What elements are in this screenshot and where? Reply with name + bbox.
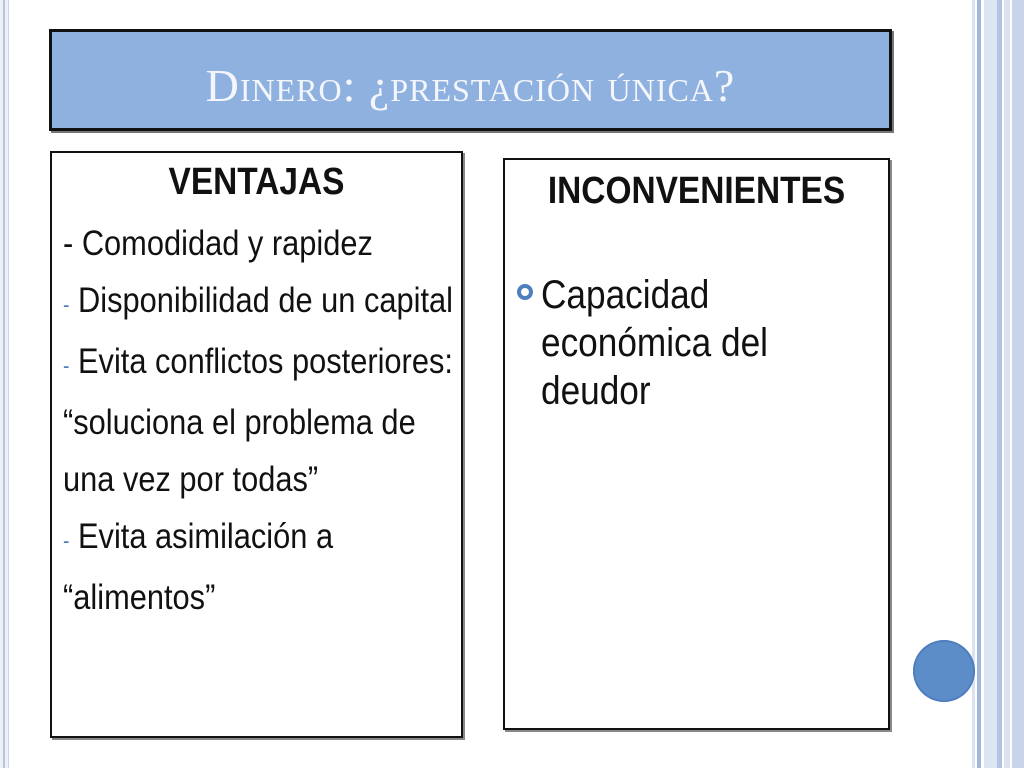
list-item — [63, 508, 455, 626]
stripe — [1004, 0, 1010, 768]
ventajas-box — [50, 151, 463, 738]
ventajas-heading: VENTAJAS — [168, 161, 345, 203]
dash-marker: - — [63, 353, 70, 378]
bullet-item — [517, 271, 871, 415]
stripe — [977, 0, 981, 768]
stripe — [972, 0, 975, 768]
stripe — [997, 0, 1002, 768]
stripe — [984, 0, 997, 768]
dash-marker: - — [63, 224, 74, 263]
ventajas-list — [63, 215, 455, 626]
stripe — [1012, 0, 1024, 768]
ring-bullet-icon — [517, 284, 533, 300]
decorative-circle — [913, 640, 975, 702]
title-banner — [49, 29, 892, 131]
left-decorative-border — [0, 0, 12, 768]
list-item-text: Evita conflictos posteriores: “soluciona el problema de una vez por todas” — [63, 342, 453, 499]
bullet-item-text: Capacidad económica del deudor — [541, 273, 768, 413]
right-decorative-stripes — [972, 0, 1024, 768]
inconvenientes-heading: INCONVENIENTES — [547, 170, 846, 212]
dash-marker: - — [63, 292, 70, 317]
list-item-text: Comodidad y rapidez — [73, 224, 373, 263]
list-item-text: Disponibilidad de un capital — [69, 281, 453, 320]
list-item — [63, 272, 455, 333]
list-item — [63, 215, 455, 272]
list-item — [63, 333, 455, 508]
inconvenientes-box — [503, 158, 890, 730]
slide-title: Dinero: ¿prestación única? — [205, 59, 736, 111]
list-item-text: Evita asimilación a “alimentos” — [63, 517, 334, 617]
dash-marker: - — [63, 528, 70, 553]
